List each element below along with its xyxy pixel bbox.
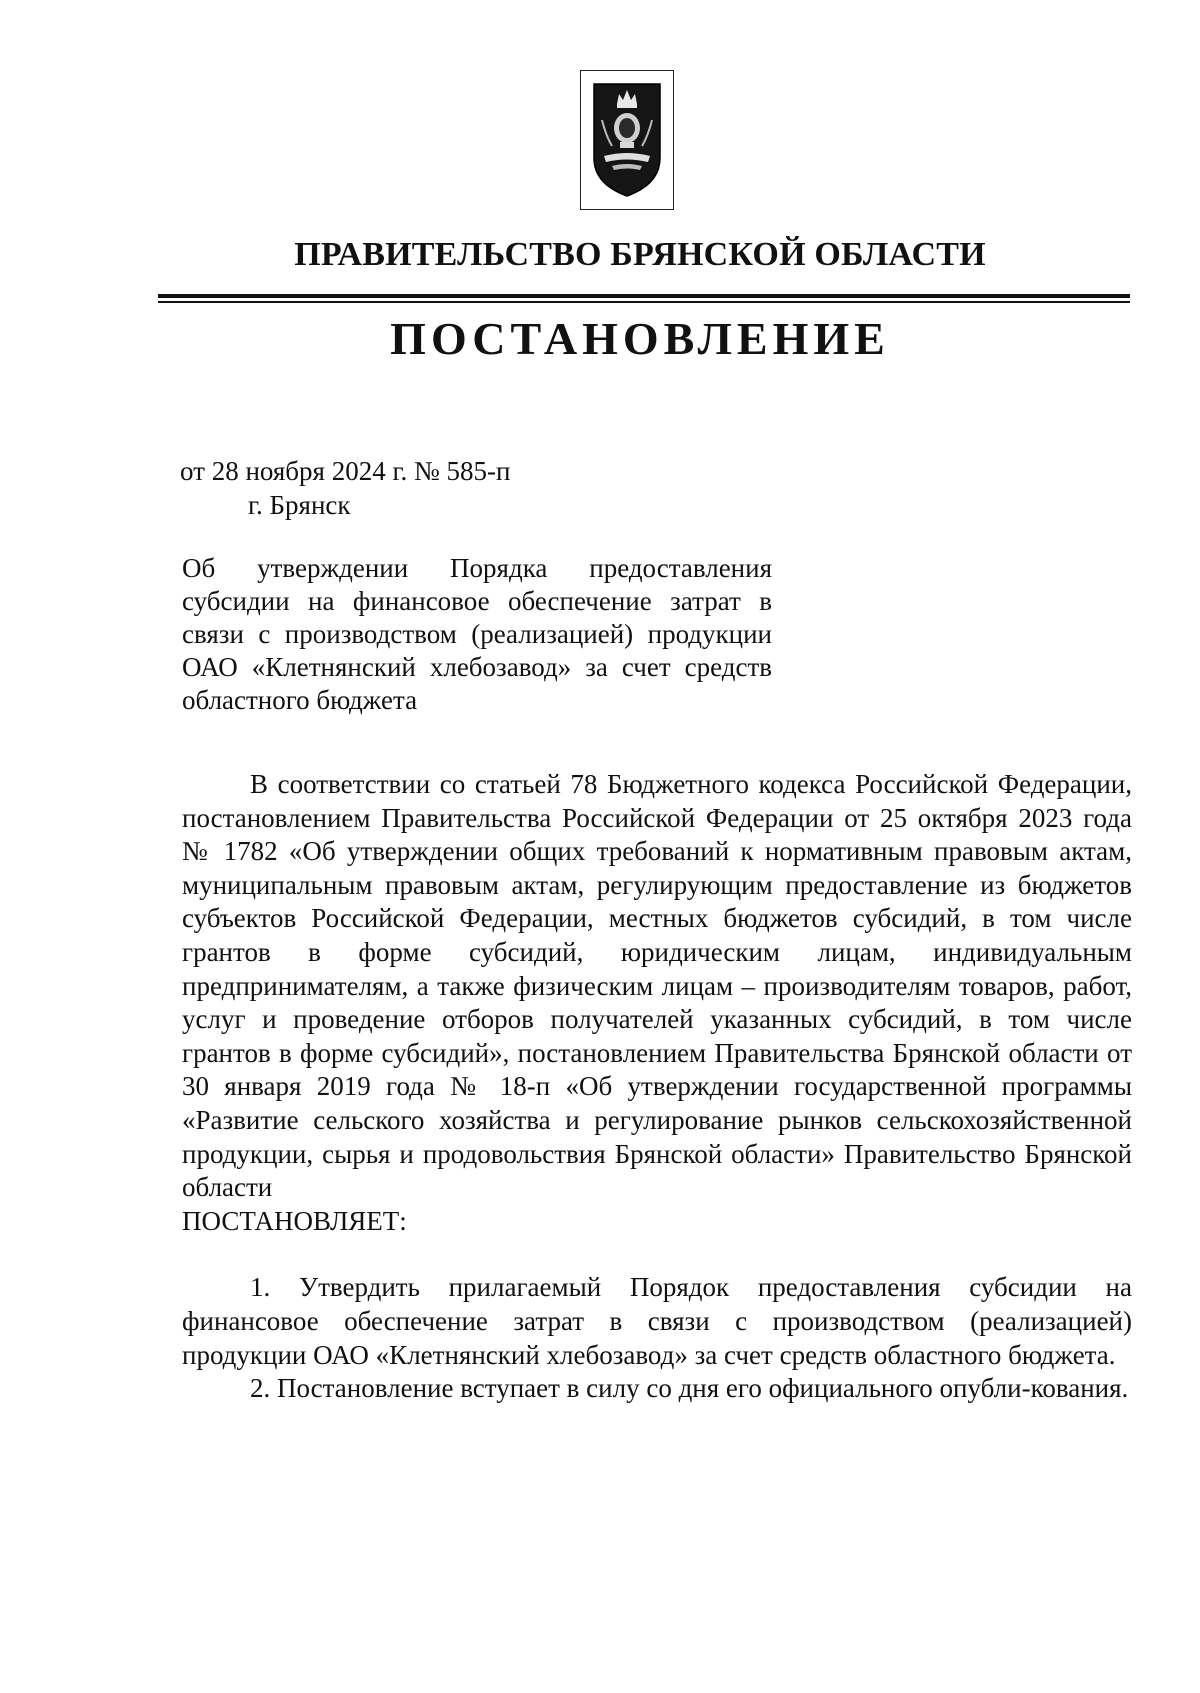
document-date-number: от 28 ноября 2024 г. № 585-п (180, 456, 511, 486)
preamble-paragraph: В соответствии со статьей 78 Бюджетного кодекса Российской Федерации, постановлением Правительства Российской Федерации от 25 октября 2023 года № 1782 «Об утверждении общих требований к нормативным правовым актам, муниципальным правовым актам, регулирующим предоставление из бюджетов субъектов Российской Федерации, местных бюджетов субсидий, в том числе грантов в форме субсидий, юридическим лицам, индивидуальным предпринимателям, а также физическим лицам – производителям товаров, работ, услуг и проведение отборов получателей указанных субсидий, в том числе грантов в форме субсидий», постановлением Правительства Брянской области от 30 января 2019 года № 18-п «Об утверждении государственной программы «Развитие сельского хозяйства и регулирование рынков сельскохозяйственной продукции, сырья и продовольствия Брянской области» Правительство Брянской области (182, 769, 1132, 1203)
resolves-heading: ПОСТАНОВЛЯЕТ: (182, 1205, 407, 1236)
paragraph-gap (182, 1238, 1132, 1271)
document-city: г. Брянск (248, 490, 351, 520)
government-name: ПРАВИТЕЛЬСТВО БРЯНСКОЙ ОБЛАСТИ (294, 236, 986, 273)
header-divider-thick (158, 294, 1130, 298)
document-body (182, 768, 1132, 1406)
document-type-title: ПОСТАНОВЛЕНИЕ (390, 313, 890, 364)
resolution-item-2: 2. Постановление вступает в силу со дня его официального опубли-кования. (250, 1373, 1129, 1404)
emblem-frame (580, 70, 674, 210)
header-divider-thin (158, 301, 1130, 303)
document-subject: Об утверждении Порядка предоставления субсидии на финансовое обеспечение затрат в связи с производством (реализацией) продукции ОАО «Клетнянский хлебозавод» за счет средств областного бюджета (182, 553, 772, 715)
resolution-item-1: 1. Утвердить прилагаемый Порядок предоставления субсидии на финансовое обеспечение затрат в связи с производством (реализацией) продукции ОАО «Клетнянский хлебозавод» за счет средств областного бюджета. (182, 1272, 1132, 1370)
bryansk-coat-of-arms-icon (590, 80, 664, 200)
